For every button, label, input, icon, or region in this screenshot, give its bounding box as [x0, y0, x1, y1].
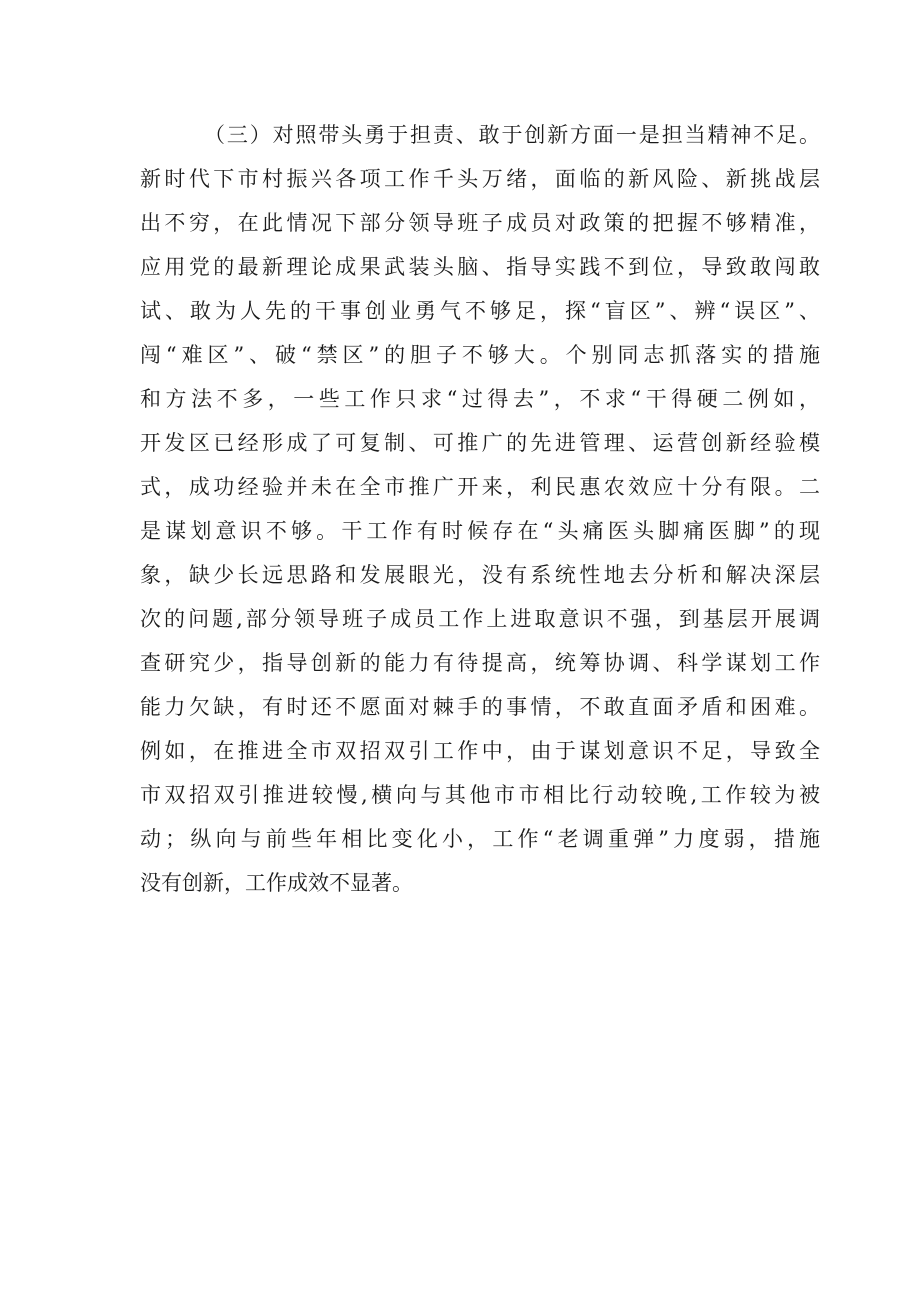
- text-line: 和方法不多，一些工作只求“过得去”，不求“干得硬二例如，: [140, 387, 820, 411]
- text-line: 应用党的最新理论成果武装头脑、指导实践不到位，导致敢闯敢: [140, 255, 820, 279]
- text-line: 能力欠缺，有时还不愿面对棘手的事情，不敢直面矛盾和困难。: [140, 695, 820, 719]
- text-line: 是谋划意识不够。干工作有时候存在“头痛医头脚痛医脚”的现: [140, 519, 820, 543]
- body-paragraph: [140, 113, 820, 905]
- text-line: 开发区已经形成了可复制、可推广的先进管理、运营创新经验模: [140, 431, 820, 455]
- text-line: 新时代下市村振兴各项工作千头万绪，面临的新风险、新挑战层: [140, 167, 820, 191]
- text-line: 试、敢为人先的干事创业勇气不够足，探“盲区”、辨“误区”、: [140, 299, 820, 323]
- text-line: 象，缺少长远思路和发展眼光，没有系统性地去分析和解决深层: [140, 563, 820, 587]
- text-line: 查研究少，指导创新的能力有待提高，统筹协调、科学谋划工作: [140, 651, 820, 675]
- text-line: 次的问题,部分领导班子成员工作上进取意识不强，到基层开展调: [140, 607, 820, 631]
- text-line: （三）对照带头勇于担责、敢于创新方面一是担当精神不足。: [204, 123, 820, 147]
- text-line: 动；纵向与前些年相比变化小，工作“老调重弹”力度弱，措施: [140, 827, 820, 851]
- text-line: 市双招双引推进较慢,横向与其他市市相比行动较晚,工作较为被: [140, 783, 820, 807]
- text-line: 例如，在推进全市双招双引工作中，由于谋划意识不足，导致全: [140, 739, 820, 763]
- text-line: 出不穷，在此情况下部分领导班子成员对政策的把握不够精准，: [140, 211, 820, 235]
- text-line: 没有创新，工作成效不显著。: [140, 871, 413, 895]
- text-line: 式，成功经验并未在全市推广开来，利民惠农效应十分有限。二: [140, 475, 820, 499]
- text-line: 闯“难区”、破“禁区”的胆子不够大。个别同志抓落实的措施: [140, 343, 820, 367]
